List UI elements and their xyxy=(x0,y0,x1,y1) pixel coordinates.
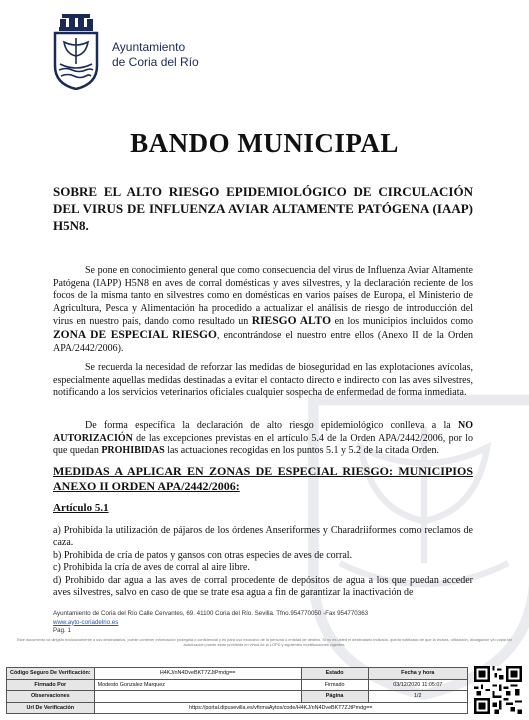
list-item: a) Prohibida la utilización de pájaros de los órdenes Anseriformes y Charadriiformes como reclamos de caza. xyxy=(53,525,473,549)
footer-page-number: Pag. 1 xyxy=(53,627,71,635)
footer-website-link[interactable]: www.ayto-coriadelrio.es xyxy=(53,618,119,626)
paragraph-intro xyxy=(53,265,473,355)
measures-heading: MEDIDAS A APLICAR EN ZONAS DE ESPECIAL RIESGO: MUNICIPIOS ANEXO II ORDEN APA/2442/2006: xyxy=(53,464,473,493)
paragraph-prohibition-text-b: de las excepciones previstas en el artículo 5.4 de la Orden APA/2442/2006, por lo que quedan xyxy=(53,432,473,457)
table-row xyxy=(7,702,468,714)
table-row xyxy=(7,679,468,691)
state-label: Estado xyxy=(301,668,368,680)
page-label: Página xyxy=(301,691,368,703)
table-row xyxy=(7,691,468,703)
organization-name-line2: de Coria del Río xyxy=(112,55,199,69)
document-subtitle: SOBRE EL ALTO RIESGO EPIDEMIOLÓGICO DE CIRCULACIÓN DEL VIRUS DE INFLUENZA AVIAR ALTAMENTE PATÓGENA (IAAP) H5N8. xyxy=(53,184,473,233)
paragraph-prohibition-text-a: De forma específica la declaración de alto riesgo epidemiológico conlleva a la xyxy=(85,420,458,431)
qr-code-icon xyxy=(474,666,522,714)
measures-list xyxy=(53,525,473,599)
document-title: BANDO MUNICIPAL xyxy=(130,128,399,158)
confidentiality-disclaimer: Este documento va dirigido exclusivamente a sus destinatarios, puede contener información protegida o confidencial y es para uso exclusivo de la persona o entidad de destino. Si no es usted el destinatario indicado, queda notificado de que la lectura, utilización, divulgación y/o copia sin autorización puede estar prohibida en virtud de la LOPD y siguientes modificaciones vigentes. xyxy=(16,637,513,648)
list-item: c) Prohibida la cría de aves de corral al aire libre. xyxy=(53,562,250,574)
code-label: Código Seguro De Verificación: xyxy=(7,668,95,680)
list-item: d) Prohibido dar agua a las aves de corral procedente de depósitos de agua a los que puedan acceder aves silvestres, salvo en caso de que se trate esa agua a fin de garantizar la inactivación de xyxy=(53,574,473,599)
date-value: 03/12/2020 11:05:07 xyxy=(368,679,467,691)
footer-address: Ayuntamiento de Coria del Río Calle Cervantes, 69. 41100 Coria del Río. Sevilla. Tfno.954770050 -Fax 954770363 xyxy=(53,610,369,617)
paragraph-prohibition xyxy=(53,420,473,458)
riesgo-alto-emphasis: RIESGO ALTO xyxy=(251,315,332,328)
list-item: b) Prohibida de cría de patos y gansos con otras especies de aves de corral. xyxy=(53,549,353,561)
observations-value xyxy=(94,691,301,703)
no-autorizacion-emphasis: NO AUTORIZACIÓN xyxy=(53,420,473,444)
page-value: 1/2 xyxy=(368,691,467,703)
paragraph-prohibition-text-c: las actuaciones recogidas en los puntos 5.1 y 5.2 de la citada Orden. xyxy=(164,445,440,457)
paragraph-intro-text-c: , encontrándose el nuestro entre ellos (Anexo II de la Orden APA/2442/2006). xyxy=(53,329,474,354)
observations-label: Observaciones xyxy=(7,691,95,703)
organization-name-line1: Ayuntamiento xyxy=(112,40,186,54)
paragraph-intro-text-a: Se pone en conocimiento general que como consecuencia del virus de Influenza Aviar Altamente Patógena (IAPP) H5N8 en aves de corral domésticas y aves silvestres, y la declaración reciente de los focos de la misma tanto en silvestres como en domésticas en varios países de Europa, el Ministerio de Agricultura, Pesca y Alimentación ha procedido a actualizar el análisis de riesgo de introducción del virus en nuestro país, dando como resultado un xyxy=(53,265,473,328)
prohibidas-emphasis: PROHIBIDAS xyxy=(101,445,165,457)
signed-by-label: Firmado Por xyxy=(7,679,95,691)
zona-especial-riesgo-emphasis: ZONA DE ESPECIAL RIESGO xyxy=(53,328,217,341)
organization-name xyxy=(112,40,199,70)
verification-url-label: Url De Verificación xyxy=(7,702,95,714)
signed-by-value: Modesto Gonzalez Marquez xyxy=(94,679,301,691)
page-footer xyxy=(53,610,473,636)
state-value: Firmado xyxy=(301,679,368,691)
table-row xyxy=(7,668,468,680)
code-value: H4KJ/nN4DveBKT7ZJtPmdg== xyxy=(94,668,301,680)
paragraph-intro-text-b: en los municipios incluidos como xyxy=(331,316,474,328)
verification-url-link[interactable]: https://portal.dipusevilla.es/vfirmaAytos/code/H4KJ/nN4DveBKT7ZJtPmdg== xyxy=(94,702,467,714)
coat-of-arms-logo xyxy=(52,14,100,90)
date-label: Fecha y hora xyxy=(368,668,467,680)
paragraph-biosecurity: Se recuerda la necesidad de reforzar las medidas de bioseguridad en las explotaciones avícolas, especialmente aquellas medidas destinadas a evitar el contacto directo e indirecto con las aves silvestres, notificando a los servicios veterinarios oficiales cualquier sospecha de enfermedad de forma inmediata. xyxy=(53,362,473,399)
verification-table xyxy=(6,667,468,714)
article-heading: Artículo 5.1 xyxy=(53,502,109,514)
